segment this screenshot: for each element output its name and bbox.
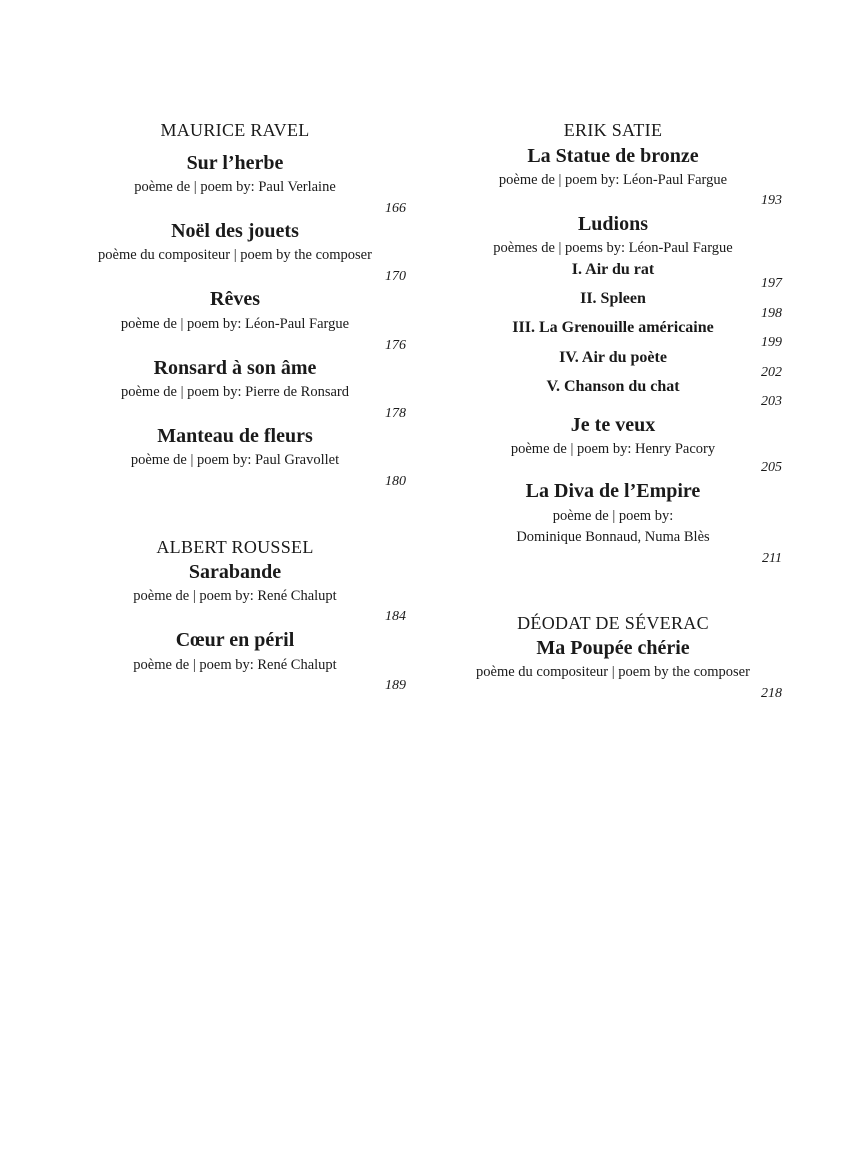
page-number: 180 [385,474,406,489]
page-number: 205 [761,460,782,475]
composer-heading-satie: ERIK SATIE [563,120,663,140]
song-subtitle: II. Spleen [580,290,646,307]
page-number: 178 [385,406,406,421]
composer-heading-ravel: MAURICE RAVEL [160,120,310,140]
poet-credit: Dominique Bonnaud, Numa Blès [516,529,710,545]
page-number: 202 [761,365,782,380]
page-number: 184 [385,609,406,624]
poet-credit: poème de | poem by: René Chalupt [133,588,337,604]
page-number: 193 [761,193,782,208]
poet-credit: poème de | poem by: Paul Gravollet [130,452,340,468]
song-title: Ludions [577,213,649,235]
poet-credit: poème de | poem by: [552,508,674,524]
poet-credit: poèmes de | poems by: Léon-Paul Fargue [493,240,733,256]
composer-heading-severac: DÉODAT DE SÉVERAC [517,613,709,633]
page-number: 170 [385,269,406,284]
page-number: 189 [385,678,406,693]
song-title: Noël des jouets [171,220,299,242]
song-subtitle: V. Chanson du chat [546,378,680,395]
poet-credit: poème du compositeur | poem by the composer [98,247,372,263]
song-title: La Statue de bronze [527,145,699,167]
song-title: Manteau de fleurs [157,425,313,447]
poet-credit: poème de | poem by: Henry Pacory [510,441,716,457]
page-number: 211 [762,551,782,566]
song-title: Ronsard à son âme [153,357,317,379]
song-subtitle: I. Air du rat [571,261,655,278]
song-subtitle: III. La Grenouille américaine [512,319,714,336]
song-title: Cœur en péril [175,629,295,651]
poet-credit: poème de | poem by: Paul Verlaine [134,179,336,195]
poet-credit: poème de | poem by: Léon-Paul Fargue [498,172,728,188]
page-number: 166 [385,201,406,216]
song-title: Sur l’herbe [186,152,284,174]
song-title: Ma Poupée chérie [536,637,690,659]
song-title: La Diva de l’Empire [525,480,701,502]
page-number: 199 [761,335,782,350]
page-number: 176 [385,338,406,353]
composer-heading-roussel: ALBERT ROUSSEL [156,537,314,557]
page-number: 218 [761,686,782,701]
poet-credit: poème de | poem by: Léon-Paul Fargue [120,316,350,332]
poet-credit: poème du compositeur | poem by the composer [476,664,750,680]
page-number: 198 [761,306,782,321]
poet-credit: poème de | poem by: Pierre de Ronsard [121,384,349,400]
song-title: Je te veux [570,414,656,436]
poet-credit: poème de | poem by: René Chalupt [133,657,337,673]
page-number: 197 [761,276,782,291]
song-title: Sarabande [188,561,282,583]
song-title: Rêves [210,288,260,310]
page-number: 203 [761,394,782,409]
song-subtitle: IV. Air du poète [559,349,667,366]
